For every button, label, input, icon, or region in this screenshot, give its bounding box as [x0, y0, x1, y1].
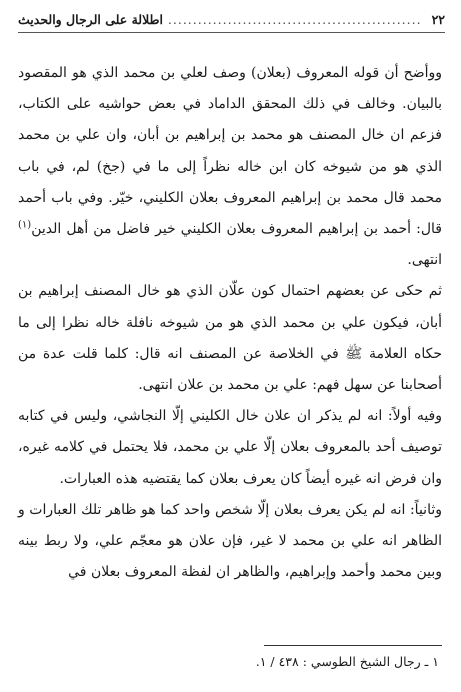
header-leader-dots	[167, 12, 422, 27]
main-text	[18, 58, 442, 588]
page-number: ٢٢	[431, 11, 445, 27]
running-title: اطلالة على الرجال والحديث	[18, 11, 163, 27]
paragraph-4: وثانياً: انه لم يكن يعرف بعلان إلّا شخص واحد كما هو ظاهر تلك العبارات و الظاهر انه علي بن محمد لا غير، فإن علان هو معجّم علي، ولا ربط بينه وبين محمد وأحمد وإبراهيم، والظاهر ان لفظة المعروف بعلان في	[18, 501, 442, 581]
paragraph-1	[18, 58, 442, 276]
header-divider	[18, 32, 445, 33]
paragraph-3: وفيه أولاً: انه لم يذكر ان علان خال الكليني إلّا النجاشي، وليس في كتابه توصيف أحد بالمعروف بعلان إلّا علي بن محمد، فلا يحتمل في كلامه غيره، وان فرض انه غيره أيضاً كان يعرف بعلان كما يقتضيه هذه العبارات.	[18, 408, 442, 487]
footnote: ١ ـ رجال الشيخ الطوسي : ٤٣٨ / ١.	[255, 654, 439, 669]
running-header	[18, 8, 445, 30]
paragraph-1-end: انتهى.	[407, 252, 442, 269]
footnote-marker: (١)	[18, 219, 32, 231]
paragraph-1-text: ووأضح أن قوله المعروف (بعلان) وصف لعلي بن محمد الذي هو المقصود بالبيان. وخالف في ذلك المحقق الداماد في بعض حواشيه على الكتاب، فزعم ان خال المصنف هو محمد بن إبراهيم بن أبان، وان علي بن محمد الذي هو من شيوخه كان ابن خاله نظراً إلى ما في (جخ) لم، في باب محمد قال محمد بن إبراهيم المعروف بعلان الكليني، خيّر. وفي باب أحمد قال: أحمد بن إبراهيم المعروف بعلان الكليني خير فاضل من أهل الدين	[18, 65, 442, 238]
footnote-divider	[264, 645, 442, 646]
paragraph-2: ثم حكى عن بعضهم احتمال كون علّان الذي هو خال المصنف إبراهيم بن أبان، فيكون علي بن محمد الذي هو من شيوخه نافلة خاله نظرا إلى ما حكاه العلامة ﷺ في الخلاصة عن المصنف انه قال: كلما قلت عدة من أصحابنا عن سهل فهم: علي بن محمد بن علان انتهى.	[18, 283, 442, 394]
